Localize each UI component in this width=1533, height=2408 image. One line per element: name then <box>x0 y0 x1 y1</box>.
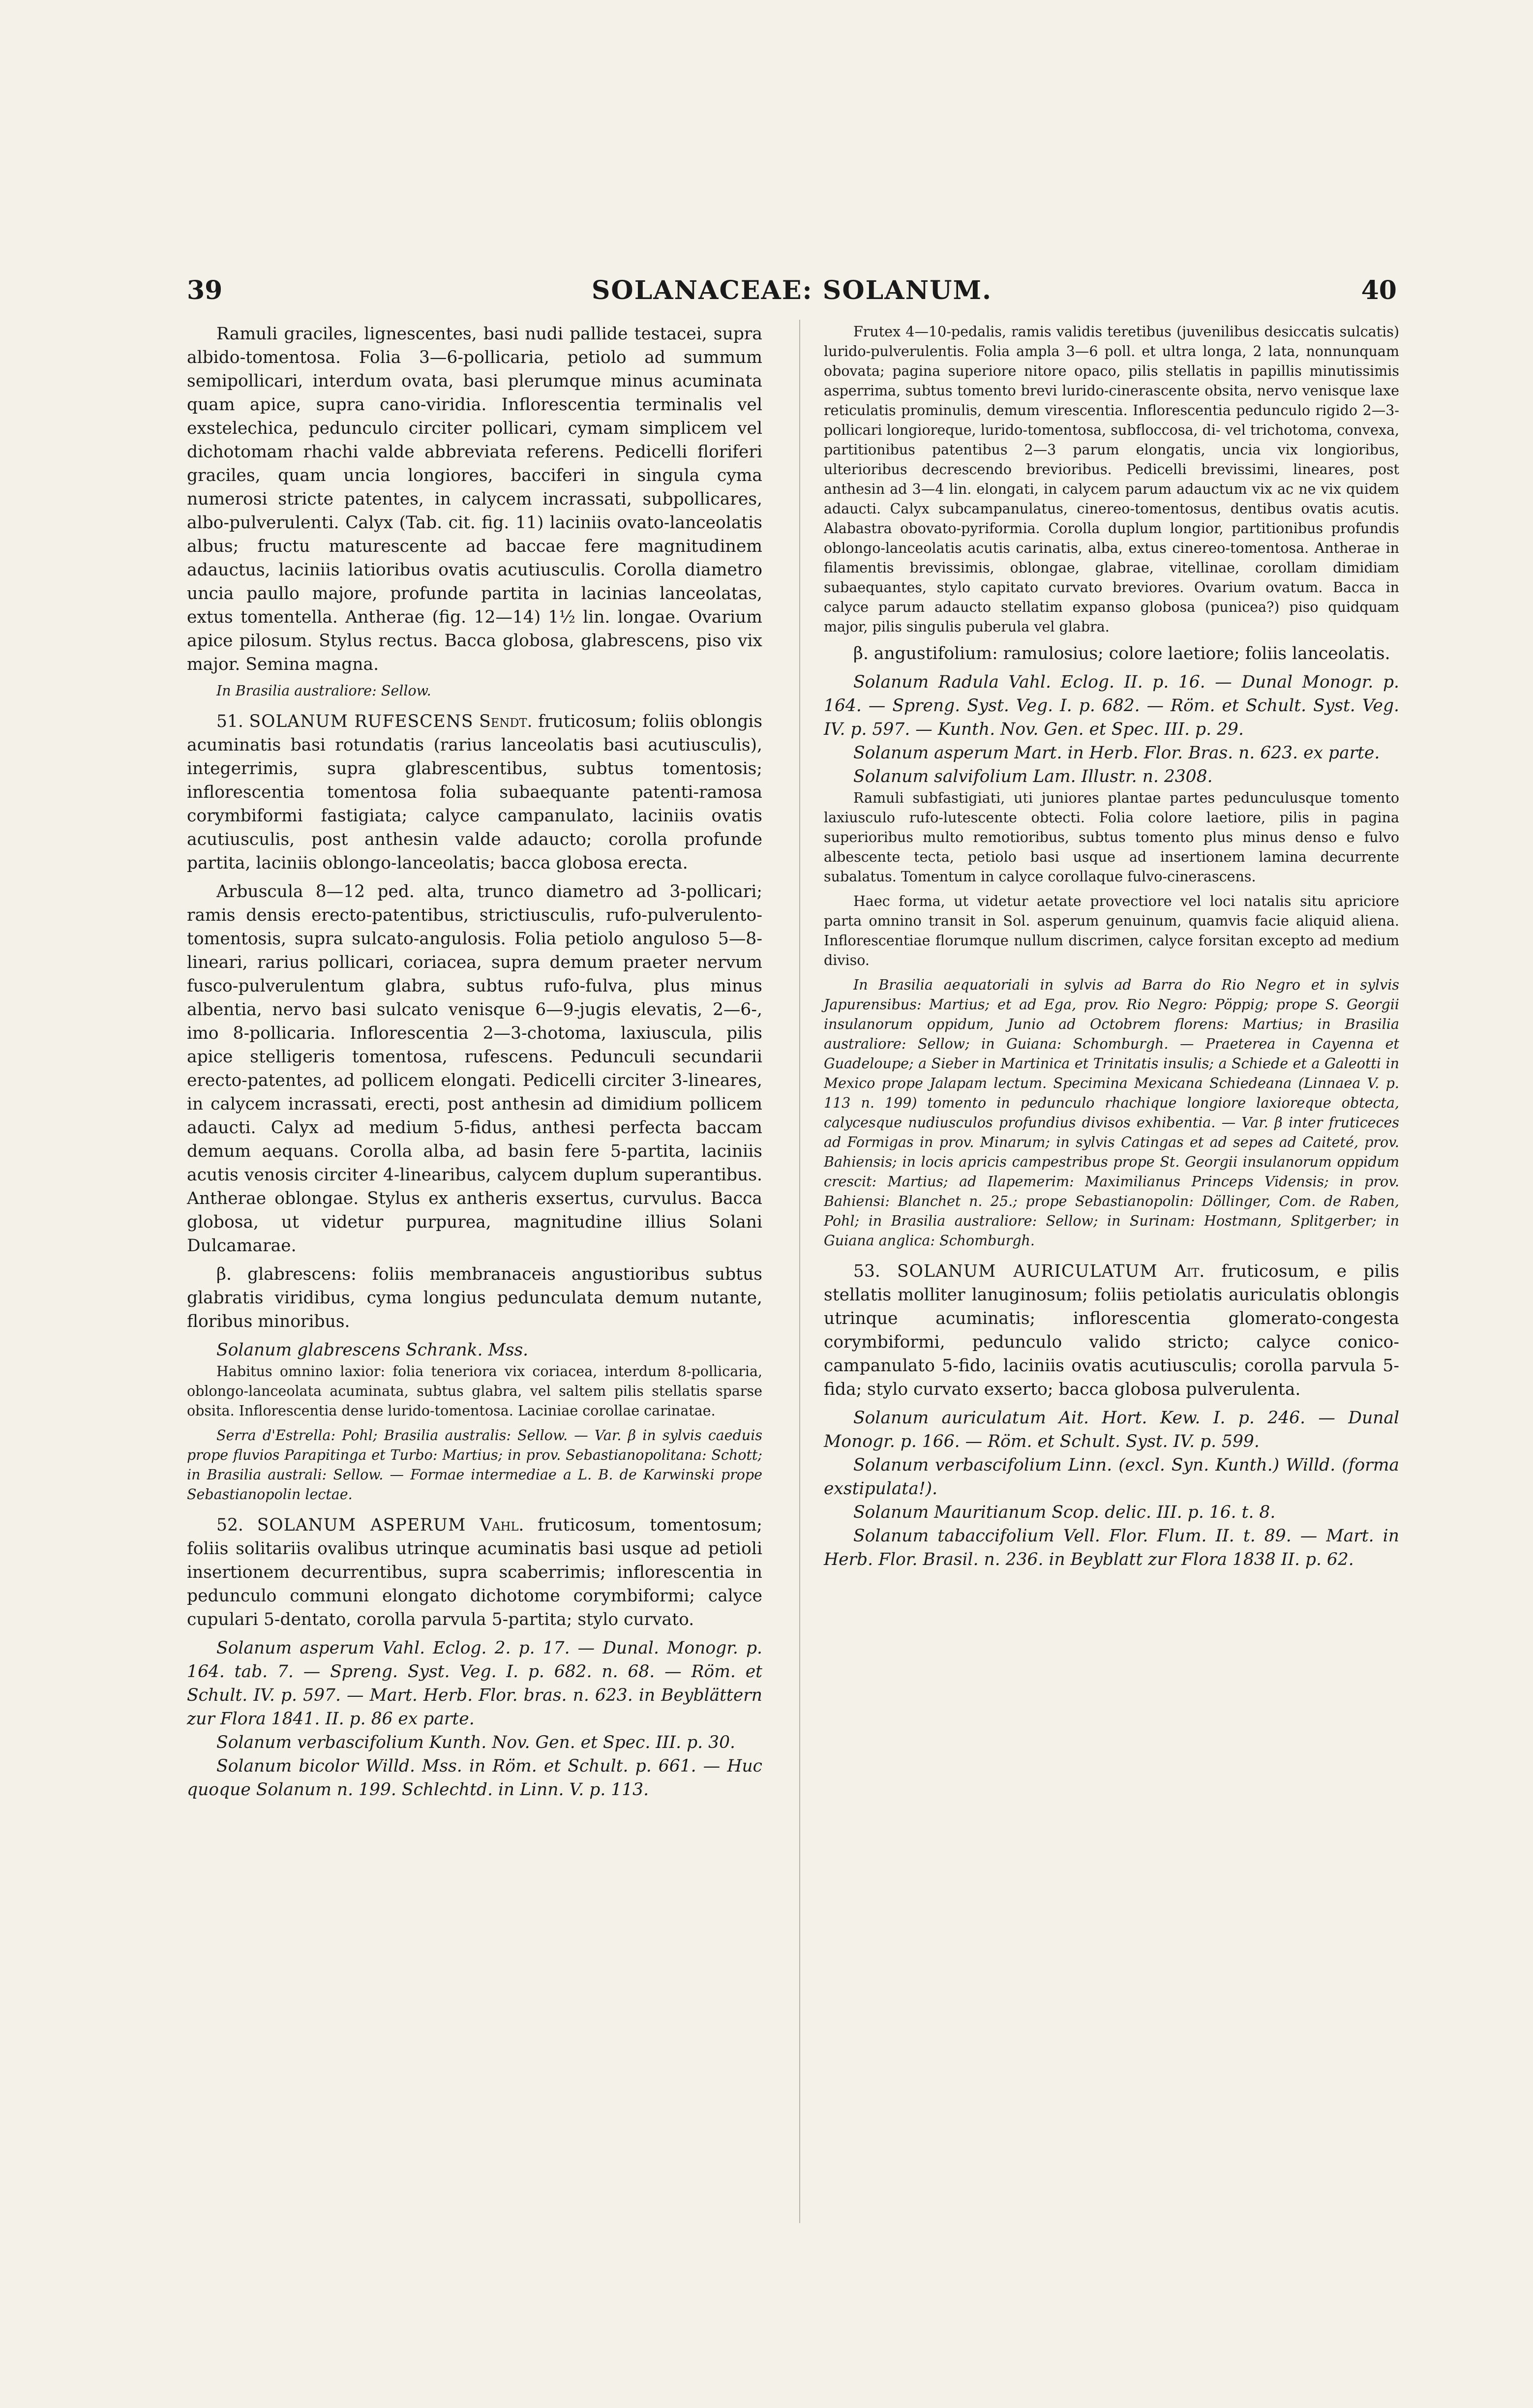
species-51-variety: β. glabrescens: foliis membranaceis angustioribus subtus glabratis viridibus, cyma longius pedunculata demum nutante, floribus minoribus. <box>187 1264 762 1331</box>
species-52-localities: In Brasilia aequatoriali in sylvis ad Barra do Rio Negro et in sylvis Japurensibus: Martius; et ad Ega, prov. Rio Negro: Pöppig; prope S. Georgii insulanorum oppidum, Junio ad Octobrem florens: Martius; in Brasilia australiore: Sellow; in Guiana: Schomburgh. — Praeterea in Cayenna et Guadeloupe; a Sieber in Martinica et Trinitatis insulis; a Schiede et a Galeotti in Mexico prope Jalapam lectum. Specimina Mexicana Schiedeana (Linnaea V. p. 113 n. 199) tomento in pedunculo rhachique longiore laxioreque obtecta, calycesque nudiusculos profundius divisos exhibentia. — Var. β inter fruticeces ad Formigas in prov. Minarum; in sylvis Catingas et ad sepes ad Caiteté, prov. Bahiensis; in locis apricis campestribus prope St. Georgii insulanorum oppidum crescit: Martius; ad Ilapemerim: Maximilianus Princeps Vidensis; in prov. Bahiensi: Blanchet n. 25.; prope Sebastianopolin: Döllinger, Com. de Raben, Pohl; in Brasilia australiore: Sellow; in Surinam: Hostmann, Splitgerber; in Guiana anglica: Schomburgh. <box>824 977 1399 1249</box>
species-52-variety-citation: Solanum salvifolium Lam. Illustr. n. 2308. <box>853 767 1213 786</box>
species-51-description: Arbuscula 8—12 ped. alta, trunco diametro ad 3-pollicari; ramis densis erecto-patentibus, strictiusculis, rufo-pulverulento-tomentosis, supra sulcato-angulosis. Folia petiolo anguloso 5—8-lineari, rarius pollicari, coriacea, supra demum praeter nervum fusco-pulverulentum glabra, subtus rufo-fulva, plus minus albentia, nervo basi sulcato venisque 6—9-jugis elevatis, 2—6-, imo 8-pollicaria. Inflorescentia 2—3-chotoma, laxiuscula, pilis apice stelligeris tomentosa, rufescens. Pedunculi secundarii erecto-patentes, ad pollicem elongati. Pedicelli circiter 3-lineares, in calycem incrassati, erecti, post anthesin ad dimidium pollicem adaucti. Calyx ad medium 5-fidus, anthesi perfecta baccam demum aequans. Corolla alba, ad basin fere 5-partita, laciniis acutis venosis circiter 4-linearibus, calycem duplum superantibus. Antherae oblongae. Stylus ex antheris exsertus, curvulus. Bacca globosa, ut videtur purpurea, magnitudine illius Solani Dulcamarae. <box>187 882 762 1256</box>
species-diagnosis: fruticosum, e pilis stellatis molliter lanuginosum; foliis petiolatis auriculatis oblongis utrinque acuminatis; inflorescentia glomerato-congesta corymbiformi, pedunculo valido stricto; calyce conico-campanulato 5-fido, laciniis ovatis acutiusculis; corolla parvula 5-fida; stylo curvato exserto; bacca globosa pulverulenta. <box>824 1262 1400 1399</box>
page-number-right: 40 <box>1361 275 1397 305</box>
species-name: SOLANUM ASPERUM <box>257 1515 466 1535</box>
left-column <box>187 322 762 1802</box>
intro-locality: In Brasilia australiore: Sellow. <box>216 683 431 699</box>
species-52-variety-citation: Solanum asperum Mart. in Herb. Flor. Bras. n. 623. ex parte. <box>853 743 1380 763</box>
species-number: 53. <box>853 1262 880 1281</box>
species-author: Ait. <box>1174 1262 1205 1281</box>
species-52-variety: β. angustifolium: ramulosius; colore laetiore; foliis lanceolatis. <box>853 644 1390 663</box>
running-title: SOLANACEAE: SOLANUM. <box>591 275 992 305</box>
species-53-citation: Solanum verbascifolium Linn. (excl. Syn. Kunth.) Willd. (forma exstipulata!). <box>824 1455 1399 1499</box>
species-51-localities: Serra d'Estrella: Pohl; Brasilia australis: Sellow. — Var. β in sylvis caeduis prope fluvios Parapitinga et Turbo: Martius; in prov. Sebastianopolitana: Schott; in Brasilia australi: Sellow. — Formae intermediae a L. B. de Karwinski prope Sebastianopolin lectae. <box>187 1427 762 1503</box>
species-author: Vahl. <box>480 1515 524 1535</box>
page-header <box>187 275 1397 315</box>
species-53-citation: Solanum auriculatum Ait. Hort. Kew. I. p. 246. — Dunal Monogr. p. 166. — Röm. et Schult. Syst. IV. p. 599. <box>824 1408 1399 1451</box>
species-diagnosis: fruticosum, tomentosum; foliis solitariis ovalibus utrinque acuminatis basi usque ad petioli insertionem decurrentibus, supra scaberrimis; inflorescentia in pedunculo communi elongato dichotome corymbiformi; calyce cupulari 5-dentato, corolla parvula 5-partita; stylo curvato. <box>187 1515 763 1629</box>
species-52-citation: Solanum verbascifolium Kunth. Nov. Gen. et Spec. III. p. 30. <box>216 1733 735 1752</box>
species-53-citation: Solanum tabaccifolium Vell. Flor. Flum. II. t. 89. — Mart. in Herb. Flor. Brasil. n. 236. in Beyblatt zur Flora 1838 II. p. 62. <box>824 1526 1399 1569</box>
species-52-description: Frutex 4—10-pedalis, ramis validis teretibus (juvenilibus desiccatis sulcatis) lurido-pulverulentis. Folia ampla 3—6 poll. et ultra longa, 2 lata, nonnunquam obovata; pagina superiore nitore opaco, pilis stellatis in papillis minutissimis asperrima, subtus tomento brevi lurido-cinerascente obsita, nervo venisque laxe reticulatis prominulis, demum virescentia. Inflorescentia pedunculo rigido 2—3-pollicari longioreque, lurido-tomentosa, subfloccosa, di- vel trichotoma, convexa, partitionibus patentibus 2—3 parum elongatis, uncia vix longioribus, ulterioribus decrescendo brevioribus. Pedicelli brevissimi, lineares, post anthesin ad 3—4 lin. elongati, in calycem parum adauctum vix ac ne vix quidem adaucti. Calyx subcampanulatus, cinereo-tomentosus, dentibus ovatis acutis. Alabastra obovato-pyriformia. Corolla duplum longior, partitionibus profundis oblongo-lanceolatis acutis carinatis, alba, extus cinereo-tomentosa. Antherae in filamentis brevissimis, oblongae, glabrae, vitellinae, corollam dimidiam subaequantes, stylo capitato curvato breviores. Ovarium ovatum. Bacca in calyce parum adaucto stellatim expanso globosa (punicea?) piso quidquam major, pilis singulis puberula vel glabra. <box>824 324 1399 635</box>
species-53-citation: Solanum Mauritianum Scop. delic. III. p. 16. t. 8. <box>853 1503 1276 1522</box>
species-52-citation: Solanum asperum Vahl. Eclog. 2. p. 17. — Dunal. Monogr. p. 164. tab. 7. — Spreng. Syst. Veg. I. p. 682. n. 68. — Röm. et Schult. IV. p. 597. — Mart. Herb. Flor. bras. n. 623. in Beyblättern zur Flora 1841. II. p. 86 ex parte. <box>187 1638 762 1729</box>
species-name: SOLANUM AURICULATUM <box>897 1262 1158 1281</box>
species-author: Sendt. <box>479 712 533 731</box>
column-divider <box>799 320 800 2223</box>
species-51-synonym: Solanum glabrescens Schrank. Mss. <box>216 1340 529 1360</box>
species-52-heading <box>187 1513 762 1631</box>
species-53-heading <box>824 1260 1399 1401</box>
species-51-habitus: Habitus omnino laxior: folia teneriora vix coriacea, interdum 8-pollicaria, oblongo-lanceolata acuminata, subtus glabra, vel saltem pilis stellatis sparse obsita. Inflorescentia dense lurido-tomentosa. Laciniae corollae carinatae. <box>187 1363 762 1419</box>
species-52-note: Ramuli subfastigiati, uti juniores plantae partes pedunculusque tomento laxiusculo rufo-lutescente obtecti. Folia colore laetiore, pilis in pagina superioribus multo remotioribus, subtus tomento plus minus denso e fulvo albescente tecta, petiolo basi usque ad insertionem lamina decurrente subalatus. Tomentum in calyce corollaque fulvo-cinerascens. <box>824 790 1399 885</box>
species-51-heading <box>187 710 762 875</box>
species-number: 51. <box>216 712 243 731</box>
species-name: SOLANUM RUFESCENS <box>249 712 474 731</box>
intro-description: Ramuli graciles, lignescentes, basi nudi pallide testacei, supra albido-tomentosa. Folia 3—6-pollicaria, petiolo ad summum semipollicari, interdum ovata, basi plerumque minus acuminata quam apice, supra cano-viridia. Inflorescentia terminalis vel exstelechica, pedunculo circiter pollicari, cymam simplicem vel dichotomam rhachi valde abbreviata referens. Pedicelli floriferi graciles, quam uncia longiores, bacciferi in singula cyma numerosi stricte patentes, in calycem incrassati, subpollicares, albo-pulverulenti. Calyx (Tab. cit. fig. 11) laciniis ovato-lanceolatis albus; fructu maturescente ad baccae fere magnitudinem adauctus, laciniis latioribus ovatis acutiusculis. Corolla diametro uncia paullo majore, profunde partita in lacinias lanceolatas, extus tomentella. Antherae (fig. 12—14) 1½ lin. longae. Ovarium apice pilosum. Stylus rectus. Bacca globosa, glabrescens, piso vix major. Semina magna. <box>187 324 762 674</box>
species-52-variety-citation: Solanum Radula Vahl. Eclog. II. p. 16. — Dunal Monogr. p. 164. — Spreng. Syst. Veg. I. p. 682. — Röm. et Schult. Syst. Veg. IV. p. 597. — Kunth. Nov. Gen. et Spec. III. p. 29. <box>824 672 1399 739</box>
right-column <box>824 322 1399 1571</box>
page-number-left: 39 <box>187 275 223 305</box>
species-diagnosis: fruticosum; foliis oblongis acuminatis basi rotundatis (rarius lanceolatis basi acutiusculis), integerrimis, supra glabrescentibus, subtus tomentosis; inflorescentia tomentosa folia subaequante patenti-ramosa corymbiformi fastigiata; calyce campanulato, laciniis ovatis acutiusculis, post anthesin valde adaucto; corolla profunde partita, laciniis oblongo-lanceolatis; bacca globosa erecta. <box>187 712 763 873</box>
species-52-note: Haec forma, ut videtur aetate provectiore vel loci natalis situ apriciore parta omnino transit in Sol. asperum genuinum, quamvis facie aliquid aliena. Inflorescentiae florumque nullum discrimen, calyce forsitan excepto ad medium diviso. <box>824 893 1399 968</box>
species-number: 52. <box>216 1515 243 1535</box>
species-52-citation: Solanum bicolor Willd. Mss. in Röm. et Schult. p. 661. — Huc quoque Solanum n. 199. Schlechtd. in Linn. V. p. 113. <box>187 1756 762 1800</box>
